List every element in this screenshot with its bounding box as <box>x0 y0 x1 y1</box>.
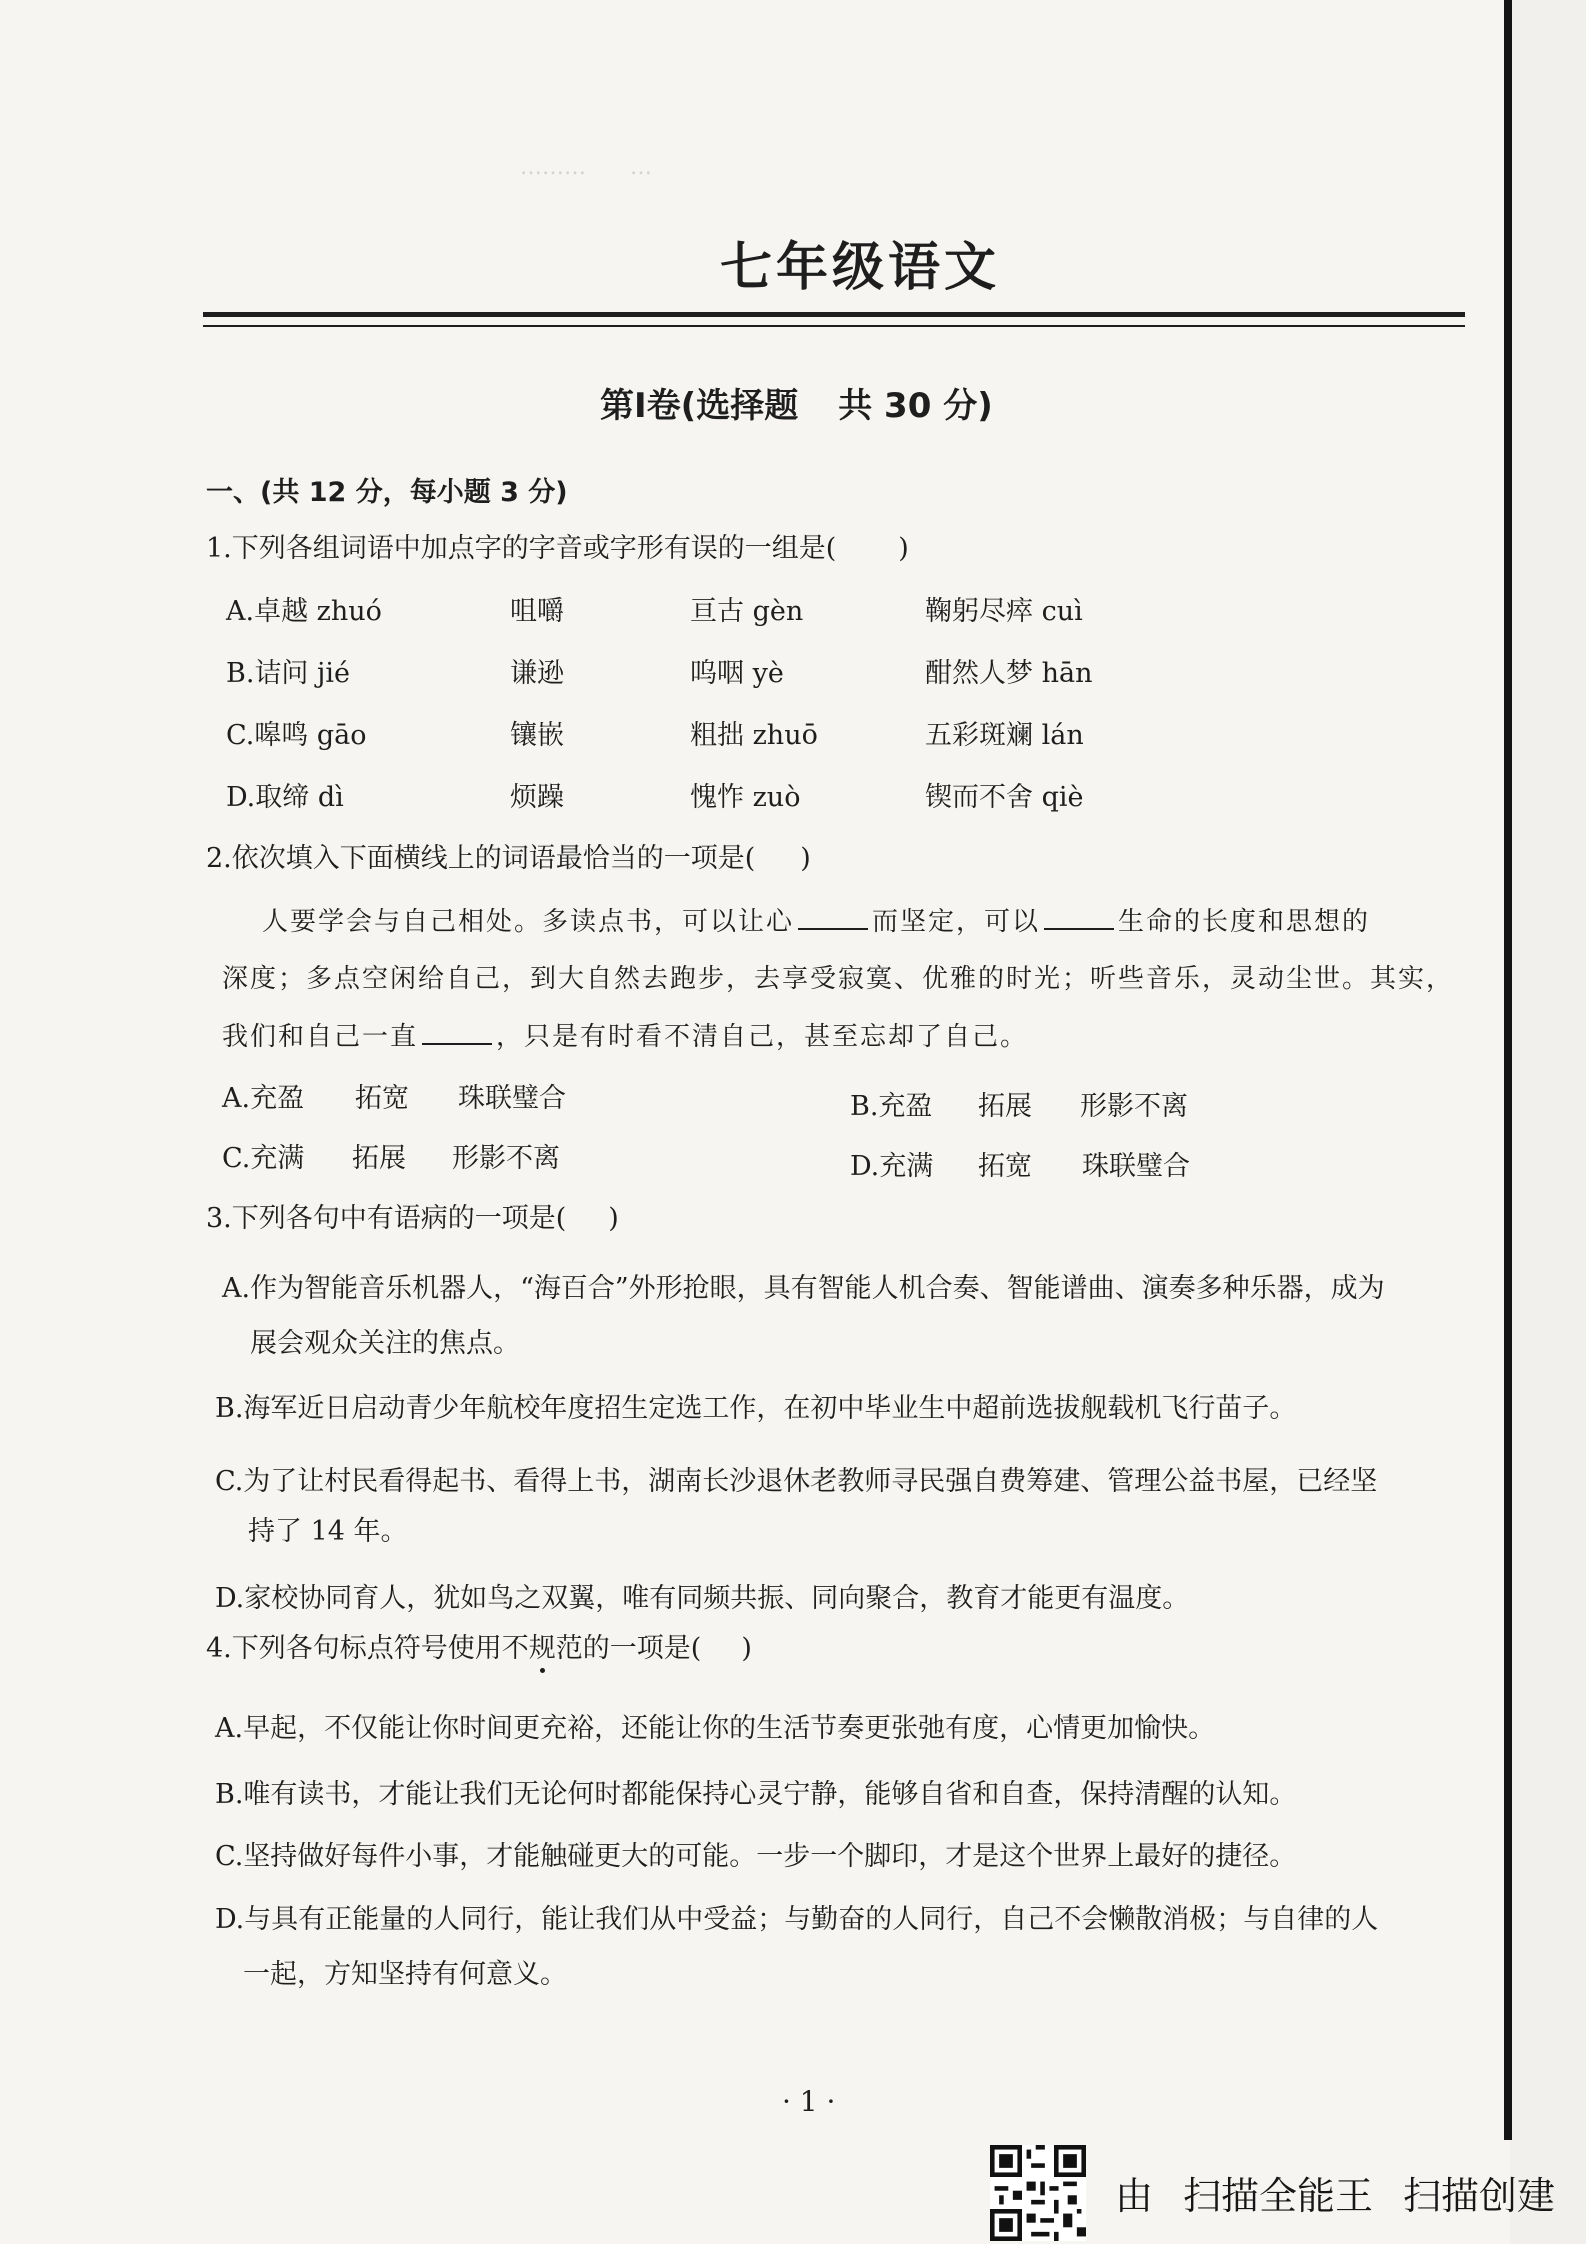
q2-passage-line-1 <box>262 905 1370 939</box>
q1-option-c-3: 粗拙 zhuō <box>690 720 818 751</box>
q2-stem <box>206 842 811 876</box>
q1-option-a-4: 鞠躬尽瘁 cuì <box>925 596 1083 627</box>
q1-option-c-4: 五彩斑斓 lán <box>925 720 1084 751</box>
title-rule-thick <box>203 312 1465 317</box>
q4-option-d-line-2: 一起，方知坚持有何意义。 <box>243 1959 567 1990</box>
watermark-app-name: 扫描全能王 <box>1183 2174 1374 2218</box>
q1-stem-text: 1.下列各组词语中加点字的字音或字形有误的一组是( <box>206 533 837 564</box>
q2-option-d-2: 拓宽 <box>978 1151 1032 1182</box>
volume-title <box>600 378 993 427</box>
q2-blank-3 <box>422 1021 492 1045</box>
q3-option-a-line-1: A.作为智能音乐机器人，“海百合”外形抢眼，具有智能人机合奏、智能谱曲、演奏多种乐器，成为 <box>222 1273 1385 1304</box>
q2-passage-3a: 我们和自己一直 <box>222 1022 419 1052</box>
q2-passage-line-2: 深度；多点空闲给自己，到大自然去跑步，去享受寂寞、优雅的时光；听些音乐，灵动尘世。其实， <box>222 964 1455 994</box>
watermark-suffix: 扫描创建 <box>1403 2174 1556 2218</box>
q1-option-b-1: B.诘问 jié <box>226 658 350 689</box>
q2-option-b-1: B.充盈 <box>850 1091 933 1122</box>
q2-blank-2 <box>1044 906 1114 930</box>
q2-stem-close: ) <box>800 843 811 874</box>
q3-option-c-line-1: C.为了让村民看得起书、看得上书，湖南长沙退休老教师寻民强自费筹建、管理公益书屋，已经坚 <box>215 1466 1378 1497</box>
q1-stem-close: ) <box>898 533 909 564</box>
q2-option-c-1: C.充满 <box>222 1143 305 1174</box>
q1-option-a-2: 咀嚼 <box>510 596 564 627</box>
q3-stem-close: ) <box>608 1203 619 1234</box>
q3-option-c-line-2: 持了 14 年。 <box>248 1516 408 1547</box>
q2-option-c-3: 形影不离 <box>452 1143 560 1174</box>
q2-option-a-3: 珠联璧合 <box>458 1083 566 1114</box>
q3-option-d: D.家校协同育人，犹如鸟之双翼，唯有同频共振、同向聚合，教育才能更有温度。 <box>215 1583 1190 1614</box>
q3-stem-text: 3.下列各句中有语病的一项是( <box>206 1203 567 1234</box>
q4-option-c: C.坚持做好每件小事，才能触碰更大的可能。一步一个脚印，才是这个世界上最好的捷径。 <box>215 1841 1297 1872</box>
qr-code-icon <box>990 2145 1086 2241</box>
q4-stem-post: 的一项是( <box>582 1633 702 1664</box>
section-heading: 一、(共 12 分，每小题 3 分) <box>206 477 568 508</box>
volume-label: 第Ⅰ卷(选择题 <box>600 386 799 426</box>
q3-option-a-line-2: 展会观众关注的焦点。 <box>250 1328 520 1359</box>
q4-stem-emphasis: 不规范 <box>501 1633 583 1664</box>
q1-option-b-2: 谦逊 <box>510 658 564 689</box>
q1-option-d-4: 锲而不舍 qiè <box>925 782 1084 813</box>
q2-option-b-2: 拓展 <box>978 1091 1032 1122</box>
q1-option-c-2: 镶嵌 <box>510 720 564 751</box>
q2-passage-1a: 人要学会与自己相处。多读点书，可以让心 <box>262 907 795 937</box>
q1-option-c-1: C.嗥鸣 gāo <box>226 720 367 751</box>
q4-stem <box>206 1632 752 1666</box>
q1-option-d-3: 愧怍 zuò <box>690 782 801 813</box>
q2-option-d-1: D.充满 <box>850 1151 934 1182</box>
q2-blank-1 <box>798 906 868 930</box>
q1-option-a-1: A.卓越 zhuó <box>226 596 382 627</box>
scan-edge-shadow <box>1504 0 1512 2140</box>
q1-option-d-2: 烦躁 <box>510 782 564 813</box>
q2-option-b-3: 形影不离 <box>1080 1091 1188 1122</box>
page-number: · 1 · <box>782 2085 836 2118</box>
q1-option-a-3: 亘古 gèn <box>690 596 804 627</box>
scanner-watermark <box>1115 2165 1555 2220</box>
q4-stem-pre: 4.下列各句标点符号使用 <box>206 1633 502 1664</box>
q4-option-b: B.唯有读书，才能让我们无论何时都能保持心灵宁静，能够自省和自查，保持清醒的认知。 <box>215 1779 1297 1810</box>
q4-stem-close: ) <box>741 1633 752 1664</box>
q1-option-b-4: 酣然人梦 hān <box>925 658 1093 689</box>
q2-option-a-1: A.充盈 <box>222 1083 305 1114</box>
q2-option-d-3: 珠联璧合 <box>1082 1151 1190 1182</box>
q1-option-b-3: 呜咽 yè <box>690 658 784 689</box>
q4-option-a: A.早起，不仅能让你时间更充裕，还能让你的生活节奏更张弛有度，心情更加愉快。 <box>215 1713 1216 1744</box>
q3-option-b: B.海军近日启动青少年航校年度招生定选工作，在初中毕业生中超前选拔舰载机飞行苗子。 <box>215 1393 1297 1424</box>
q1-option-d-1: D.取缔 dì <box>226 782 344 813</box>
q2-option-a-2: 拓宽 <box>355 1083 409 1114</box>
volume-scoring: 共 30 分) <box>838 386 993 426</box>
q2-passage-1b: 而坚定，可以 <box>872 907 1041 937</box>
q2-option-c-2: 拓展 <box>352 1143 406 1174</box>
bleed-through-text: ……… … <box>520 155 653 180</box>
q2-passage-line-3 <box>222 1020 1028 1054</box>
q4-option-d-line-1: D.与具有正能量的人同行，能让我们从中受益；与勤奋的人同行，自己不会懒散消极；与自律的人 <box>215 1904 1379 1935</box>
q2-passage-3b: ，只是有时看不清自己，甚至忘却了自己。 <box>496 1022 1029 1052</box>
q2-stem-text: 2.依次填入下面横线上的词语最恰当的一项是( <box>206 843 756 874</box>
q1-stem <box>206 532 909 566</box>
exam-title: 七年级语文 <box>719 238 1000 298</box>
q3-stem <box>206 1202 619 1236</box>
q2-passage-1c: 生命的长度和思想的 <box>1118 907 1371 937</box>
watermark-prefix: 由 <box>1115 2174 1154 2218</box>
title-rule-thin <box>203 325 1465 327</box>
